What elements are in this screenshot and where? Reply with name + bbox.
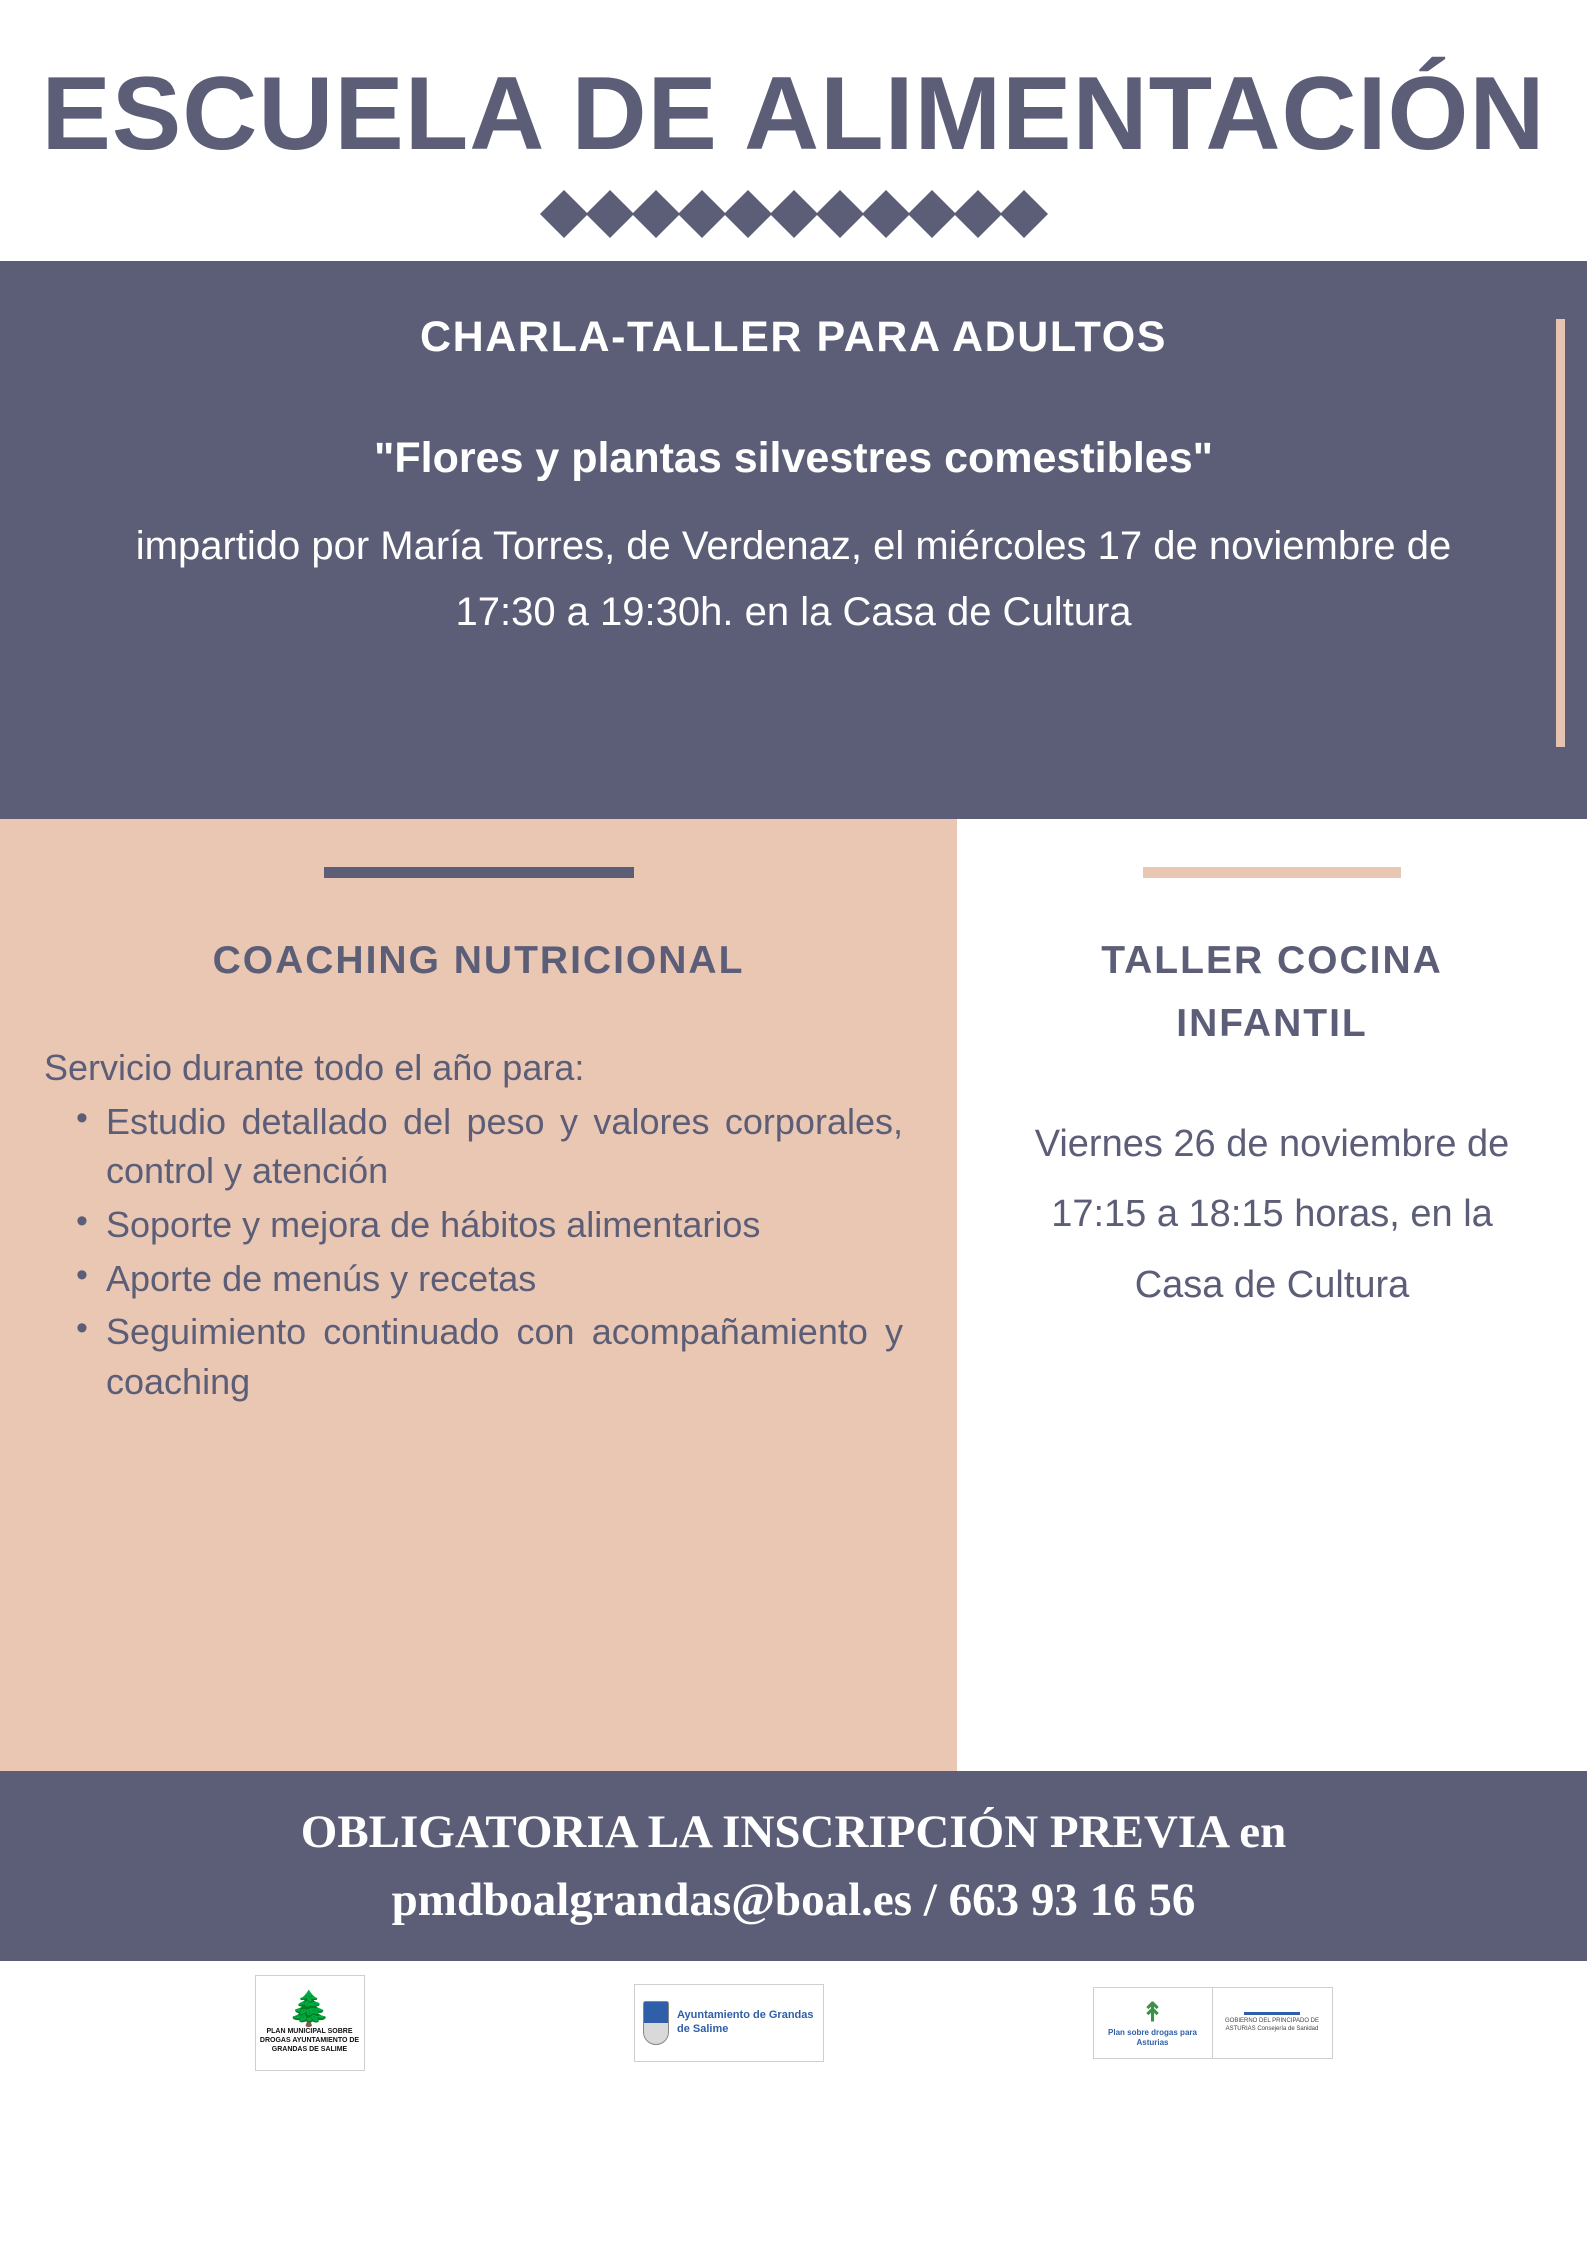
logo-caption: PLAN MUNICIPAL SOBRE DROGAS AYUNTAMIENTO DE GRANDAS DE SALIME: [259, 2028, 360, 2053]
list-item: • Aporte de menús y recetas: [106, 1254, 913, 1304]
divider: [1244, 2012, 1300, 2015]
coaching-heading: COACHING NUTRICIONAL: [212, 939, 745, 983]
coaching-rule: [324, 867, 634, 878]
logo-plan-sobre-drogas-asturias: [1093, 1987, 1333, 2059]
logo-ayuntamiento-grandas-de-salime: [634, 1984, 824, 2062]
kids-workshop-column: [957, 819, 1587, 1771]
list-item: • Soporte y mejora de hábitos alimentarios: [106, 1200, 913, 1250]
diamond-divider: [40, 197, 1547, 231]
diamond-icon: [769, 190, 817, 238]
coaching-column: [0, 819, 957, 1771]
logo-left-half: [1094, 1988, 1213, 2058]
diamond-icon: [631, 190, 679, 238]
diamond-icon: [953, 190, 1001, 238]
logo-caption: Plan sobre drogas para Asturias: [1108, 2027, 1197, 2047]
diamond-icon: [861, 190, 909, 238]
list-item: • Seguimiento continuado con acompañamiento y coaching: [106, 1307, 913, 1406]
coaching-lead: Servicio durante todo el año para:: [44, 1046, 585, 1088]
adult-talk-section: [0, 261, 1587, 819]
diamond-icon: [677, 190, 725, 238]
page-title: ESCUELA DE ALIMENTACIÓN: [41, 56, 1546, 172]
asturias-mark-icon: ↟: [1141, 1996, 1164, 2027]
registration-banner: [0, 1771, 1587, 1961]
coaching-list: [44, 1097, 913, 1407]
kids-workshop-rule: [1143, 867, 1401, 878]
registration-line-1: OBLIGATORIA LA INSCRIPCIÓN PREVIA en: [300, 1806, 1287, 1859]
logo-caption-secondary: GOBIERNO DEL PRINCIPADO DE ASTURIAS Consejería de Sanidad: [1224, 2018, 1320, 2033]
diamond-icon: [815, 190, 863, 238]
list-item: • Estudio detallado del peso y valores corporales, control y atención: [106, 1097, 913, 1196]
adult-talk-title: "Flores y plantas silvestres comestibles": [373, 434, 1214, 483]
kids-workshop-heading: TALLER COCINA INFANTIL: [1101, 939, 1443, 1045]
logo-right-half: [1213, 1988, 1332, 2058]
kids-workshop-text: Viernes 26 de noviembre de 17:15 a 18:15 horas, en la Casa de Cultura: [1034, 1122, 1510, 1306]
diamond-icon: [999, 190, 1047, 238]
adult-talk-description: impartido por María Torres, de Verdenaz, el miércoles 17 de noviembre de 17:30 a 19:30h. en la Casa de Cultura: [135, 524, 1452, 635]
poster-header: [0, 0, 1587, 231]
logo-caption: Ayuntamiento de Grandas de Salime: [676, 2009, 814, 2036]
diamond-icon: [539, 190, 587, 238]
logo-plan-municipal-sobre-drogas: [255, 1975, 365, 2071]
coat-of-arms-icon: [643, 2001, 669, 2045]
diamond-icon: [723, 190, 771, 238]
logo-strip: [0, 1961, 1587, 2081]
adult-talk-label: CHARLA-TALLER PARA ADULTOS: [419, 313, 1168, 362]
diamond-icon: [907, 190, 955, 238]
accent-bar: [1556, 319, 1565, 747]
diamond-icon: [585, 190, 633, 238]
tree-icon: 🌲: [288, 1990, 331, 2029]
two-column-section: [0, 819, 1587, 1771]
registration-contact: pmdboalgrandas@boal.es / 663 93 16 56: [391, 1874, 1196, 1927]
